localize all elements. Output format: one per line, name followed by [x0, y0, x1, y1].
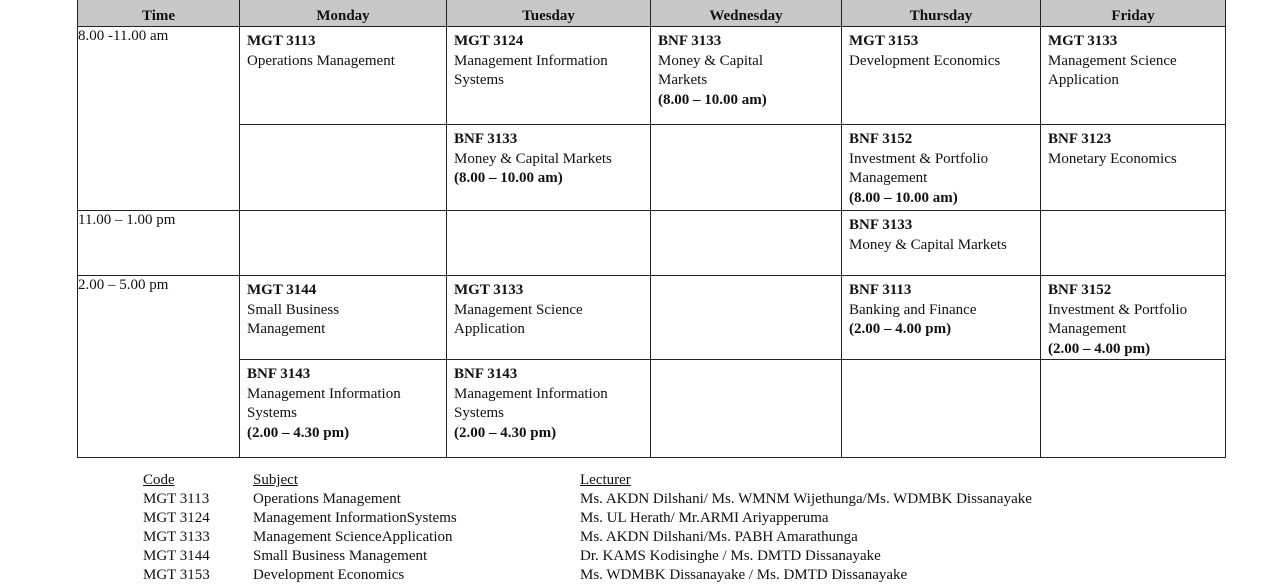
- time-slot-cell: 8.00 -11.00 am: [78, 27, 240, 211]
- class-time-range: (2.00 – 4.30 pm): [247, 424, 350, 441]
- header-row: [78, 0, 1226, 27]
- class-cell: [1041, 125, 1226, 211]
- course-title-line: Systems: [454, 72, 505, 88]
- legend-course-code: MGT 3144: [143, 548, 210, 564]
- course-legend: [143, 471, 1032, 585]
- legend-course-code: MGT 3124: [143, 510, 210, 526]
- course-title-line: Operations Management: [247, 52, 395, 69]
- course-title-line: Money & Capital Markets: [849, 236, 1007, 253]
- course-code: MGT 3133: [1048, 33, 1118, 49]
- course-code: MGT 3153: [849, 33, 919, 49]
- class-cell: [651, 360, 842, 458]
- course-title-line: Application: [1048, 72, 1119, 88]
- legend-row: [143, 490, 1032, 509]
- class-time-range: (8.00 – 10.00 am): [849, 189, 958, 206]
- course-title-line: Small Business: [247, 301, 340, 318]
- timetable: [77, 0, 1226, 458]
- legend-row: [143, 509, 1032, 528]
- time-slot-cell: 11.00 – 1.00 pm: [78, 211, 240, 276]
- legend-lecturer: Ms. AKDN Dilshani/ Ms. WMNM Wijethunga/Ms. WDMBK Dissanayake: [580, 491, 1032, 507]
- course-title-line: Management: [849, 170, 928, 186]
- class-cell: [651, 125, 842, 211]
- class-cell: [240, 211, 447, 276]
- course-code: MGT 3113: [247, 33, 316, 49]
- legend-subject-header: Subject: [253, 472, 298, 488]
- time-slot-cell: 2.00 – 5.00 pm: [78, 276, 240, 458]
- course-title-line: Management: [1048, 321, 1127, 337]
- course-title-line: Management: [247, 321, 326, 337]
- legend-subject: Operations Management: [253, 491, 401, 507]
- class-cell: [842, 125, 1041, 211]
- timetable-row: [78, 360, 1226, 458]
- legend-subject: Management ScienceApplication: [253, 529, 453, 545]
- legend-row: [143, 528, 1032, 547]
- class-cell: [1041, 276, 1226, 360]
- class-cell: [447, 211, 651, 276]
- course-title-line: Markets: [658, 72, 708, 88]
- class-cell: [240, 125, 447, 211]
- legend-lecturer: Ms. UL Herath/ Mr.ARMI Ariyapperuma: [580, 510, 829, 526]
- legend-course-code: MGT 3133: [143, 529, 210, 545]
- legend-subject: Management InformationSystems: [253, 510, 457, 526]
- legend-header: [143, 471, 1032, 490]
- legend-lecturer-header: Lecturer: [580, 472, 631, 488]
- legend-lecturer: Dr. KAMS Kodisinghe / Ms. DMTD Dissanayake: [580, 548, 881, 564]
- course-title-line: Money & Capital Markets: [454, 150, 612, 167]
- class-cell: [842, 211, 1041, 276]
- class-time-range: (2.00 – 4.30 pm): [454, 424, 557, 441]
- header-thursday: Thursday: [842, 0, 1041, 27]
- header-friday: Friday: [1041, 0, 1226, 27]
- timetable-row: [78, 125, 1226, 211]
- course-title-line: Monetary Economics: [1048, 150, 1177, 167]
- class-time-range: (2.00 – 4.00 pm): [849, 321, 952, 337]
- class-cell: [651, 211, 842, 276]
- course-title-line: Systems: [454, 405, 505, 421]
- course-title-line: Management Science: [1048, 52, 1177, 69]
- course-title-line: Management Information: [247, 385, 401, 402]
- course-title-line: Application: [454, 321, 525, 337]
- course-title-line: Development Economics: [849, 52, 1001, 69]
- course-title-line: Management Science: [454, 301, 583, 318]
- course-code: BNF 3123: [1048, 131, 1112, 147]
- header-time: Time: [78, 0, 240, 27]
- legend-row: [143, 566, 1032, 585]
- class-cell: [240, 276, 447, 360]
- course-code: BNF 3133: [454, 131, 518, 147]
- class-cell: [447, 125, 651, 211]
- class-time-range: (8.00 – 10.00 am): [658, 91, 767, 108]
- course-code: BNF 3143: [247, 366, 311, 382]
- class-cell: [651, 276, 842, 360]
- timetable-row: [78, 27, 1226, 125]
- course-code: BNF 3152: [849, 131, 913, 147]
- course-title-line: Money & Capital: [658, 52, 763, 69]
- legend-course-code: MGT 3153: [143, 567, 210, 583]
- header-tuesday: Tuesday: [447, 0, 651, 27]
- course-title-line: Investment & Portfolio: [849, 150, 989, 167]
- class-cell: [842, 360, 1041, 458]
- class-cell: [447, 27, 651, 125]
- legend-subject: Development Economics: [253, 567, 405, 583]
- timetable-row: [78, 276, 1226, 360]
- course-title-line: Investment & Portfolio: [1048, 301, 1188, 318]
- class-time-range: (2.00 – 4.00 pm): [1048, 340, 1151, 357]
- class-cell: [240, 360, 447, 458]
- class-time-range: (8.00 – 10.00 am): [454, 170, 563, 186]
- class-cell: [842, 27, 1041, 125]
- legend-subject: Small Business Management: [253, 548, 428, 564]
- legend-lecturer: Ms. AKDN Dilshani/Ms. PABH Amarathunga: [580, 529, 858, 545]
- class-cell: [447, 276, 651, 360]
- course-code: BNF 3133: [658, 33, 722, 49]
- legend-row: [143, 547, 1032, 566]
- legend-lecturer: Ms. WDMBK Dissanayake / Ms. DMTD Dissanayake: [580, 567, 908, 583]
- header-wednesday: Wednesday: [651, 0, 842, 27]
- course-title-line: Management Information: [454, 385, 608, 402]
- course-code: MGT 3144: [247, 282, 317, 298]
- legend-course-code: MGT 3113: [143, 491, 210, 507]
- course-code: BNF 3113: [849, 282, 912, 298]
- legend-code-header: Code: [143, 472, 175, 488]
- timetable-row: [78, 211, 1226, 276]
- class-cell: [1041, 27, 1226, 125]
- class-cell: [651, 27, 842, 125]
- class-cell: [240, 27, 447, 125]
- course-title-line: Banking and Finance: [849, 301, 977, 318]
- course-title-line: Management Information: [454, 52, 608, 69]
- class-cell: [1041, 360, 1226, 458]
- course-title-line: Systems: [247, 405, 298, 421]
- class-cell: [1041, 211, 1226, 276]
- class-cell: [447, 360, 651, 458]
- course-code: BNF 3143: [454, 366, 518, 382]
- class-cell: [842, 276, 1041, 360]
- course-code: MGT 3124: [454, 33, 524, 49]
- header-monday: Monday: [240, 0, 447, 27]
- course-code: BNF 3152: [1048, 282, 1112, 298]
- course-code: MGT 3133: [454, 282, 524, 298]
- course-code: BNF 3133: [849, 217, 913, 233]
